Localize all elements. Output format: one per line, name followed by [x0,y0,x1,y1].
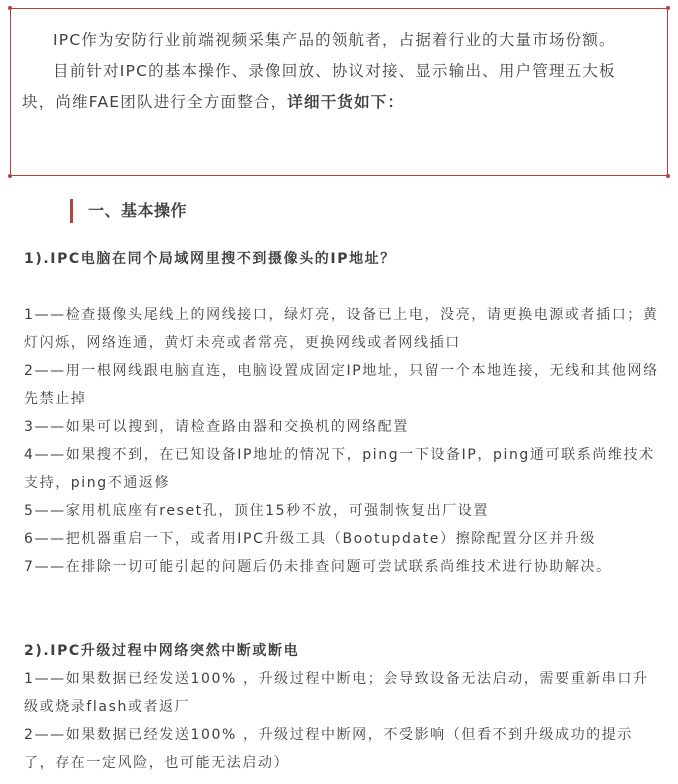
intro-paragraph-2-bold: 详细干货如下： [287,93,405,111]
corner-dot-icon [8,6,12,10]
section-title: 一、基本操作 [70,199,187,223]
intro-text [22,25,647,118]
q1-item-5: 5——家用机底座有reset孔，顶住15秒不放，可强制恢复出厂设置 [24,503,489,519]
frame-left-border [10,8,11,176]
q2-item-1: 1——如果数据已经发送100% ，升级过程中断电；会导致设备无法启动，需要重新串口升级或烧录flash或者返厂 [24,671,649,715]
spacer [24,273,660,301]
frame-top-border [10,8,668,9]
question-2-title: 2).IPC升级过程中网络突然中断或断电 [24,643,300,659]
intro-paragraph-2-text: 目前针对IPC的基本操作、录像回放、协议对接、显示输出、用户管理五大板块，尚维FAE团队进行全方面整合， [22,62,616,111]
corner-dot-icon [8,174,12,178]
frame-right-border [667,8,668,176]
q1-item-3: 3——如果可以搜到，请检查路由器和交换机的网络配置 [24,419,409,435]
frame-bottom-border [10,175,668,176]
q2-item-2: 2——如果数据已经发送100% ，升级过程中断网，不受影响（但看不到升级成功的提示了，存在一定风险，也可能无法启动） [24,727,633,771]
intro-paragraph-1: IPC作为安防行业前端视频采集产品的领航者，占据着行业的大量市场份额。 [53,31,616,49]
q1-item-4: 4——如果搜不到，在已知设备IP地址的情况下，ping一下设备IP，ping通可联系尚维技术支持，ping不通返修 [24,447,655,491]
spacer [24,609,660,637]
spacer [24,581,660,609]
corner-dot-icon [666,174,670,178]
q1-item-7: 7——在排除一切可能引起的问题后仍未排查问题可尝试联系尚维技术进行协助解决。 [24,559,612,575]
article-content [24,245,660,777]
q1-item-6: 6——把机器重启一下，或者用IPC升级工具（Bootupdate）擦除配置分区并升级 [24,531,597,547]
corner-dot-icon [666,6,670,10]
q1-item-2: 2——用一根网线跟电脑直连，电脑设置成固定IP地址，只留一个本地连接，无线和其他网络先禁止掉 [24,363,659,407]
q1-item-1: 1——检查摄像头尾线上的网线接口，绿灯亮，设备已上电，没亮，请更换电源或者插口；黄灯闪烁，网络连通，黄灯未亮或者常亮，更换网线或者网线插口 [24,307,659,351]
question-1-title: 1).IPC电脑在同个局域网里搜不到摄像头的IP地址？ [24,251,396,267]
intro-paragraph-2 [22,56,647,118]
